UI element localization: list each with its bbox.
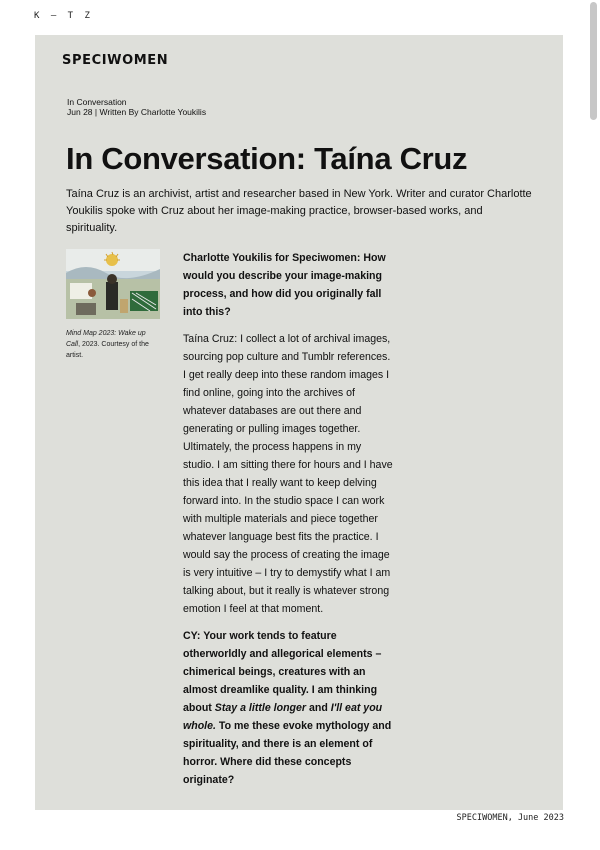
question-2-part2: To me these evoke mythology and spirituality, and there is an element of horror. Where did these concepts originate? [183,720,392,786]
article-intro: Taína Cruz is an archivist, artist and researcher based in New York. Writer and curator Charlotte Youkilis spoke with Cruz about her image-making practice, browser-based works, and spirituality. [66,188,532,234]
caption-rest: , 2023. Courtesy of the artist. [66,341,149,359]
work-title-2: I'll eat you whole. [183,702,383,732]
brand-logo[interactable]: SPECIWOMEN [62,53,169,68]
question-2-part1: CY: Your work tends to feature otherworldly and allegorical elements – chimerical beings, creatures with an almost dreamlike quality. I am thinking about [183,630,382,714]
interview-body [183,249,395,798]
question-2 [183,627,395,789]
caption-title: Mind Map 2023: Wake up Call [66,330,146,348]
article-meta [67,97,206,117]
artwork-figure [66,249,161,361]
scrollbar-thumb[interactable] [590,2,597,120]
page-title: In Conversation: Taína Cruz [66,141,468,176]
question-2-and: and [306,702,331,714]
question-1: Charlotte Youkilis for Speciwomen: How would you describe your image-making process, and how did you originally fall into this? [183,252,386,318]
article-panel [35,35,563,810]
work-title-1: Stay a little longer [214,702,307,714]
site-logo[interactable]: K – T Z [34,11,91,21]
footer-credit: SPECIWOMEN, June 2023 [456,813,564,823]
answer-1: Taína Cruz: I collect a lot of archival images, sourcing pop culture and Tumblr references. I get really deep into these random images I find online, going into the archives of whatever databases are out there and generating or pulling images together. Ultimately, the process happens in my studio. I am sitting there for hours and I have this idea that I really want to keep delving forward into. In the studio space I can work with multiple materials and piece together whatever language best fits the practice. I would say the process of creating the image is very intuitive – I try to demystify what I am talking about, but it really is whatever strong emotion I feel at that moment. [183,333,393,615]
article-date-author: Jun 28 | Written By Charlotte Youkilis [67,107,207,117]
article-category[interactable]: In Conversation [67,97,127,107]
artwork-image[interactable] [66,249,160,319]
artwork-caption [66,328,161,361]
scrollbar[interactable] [589,0,597,850]
